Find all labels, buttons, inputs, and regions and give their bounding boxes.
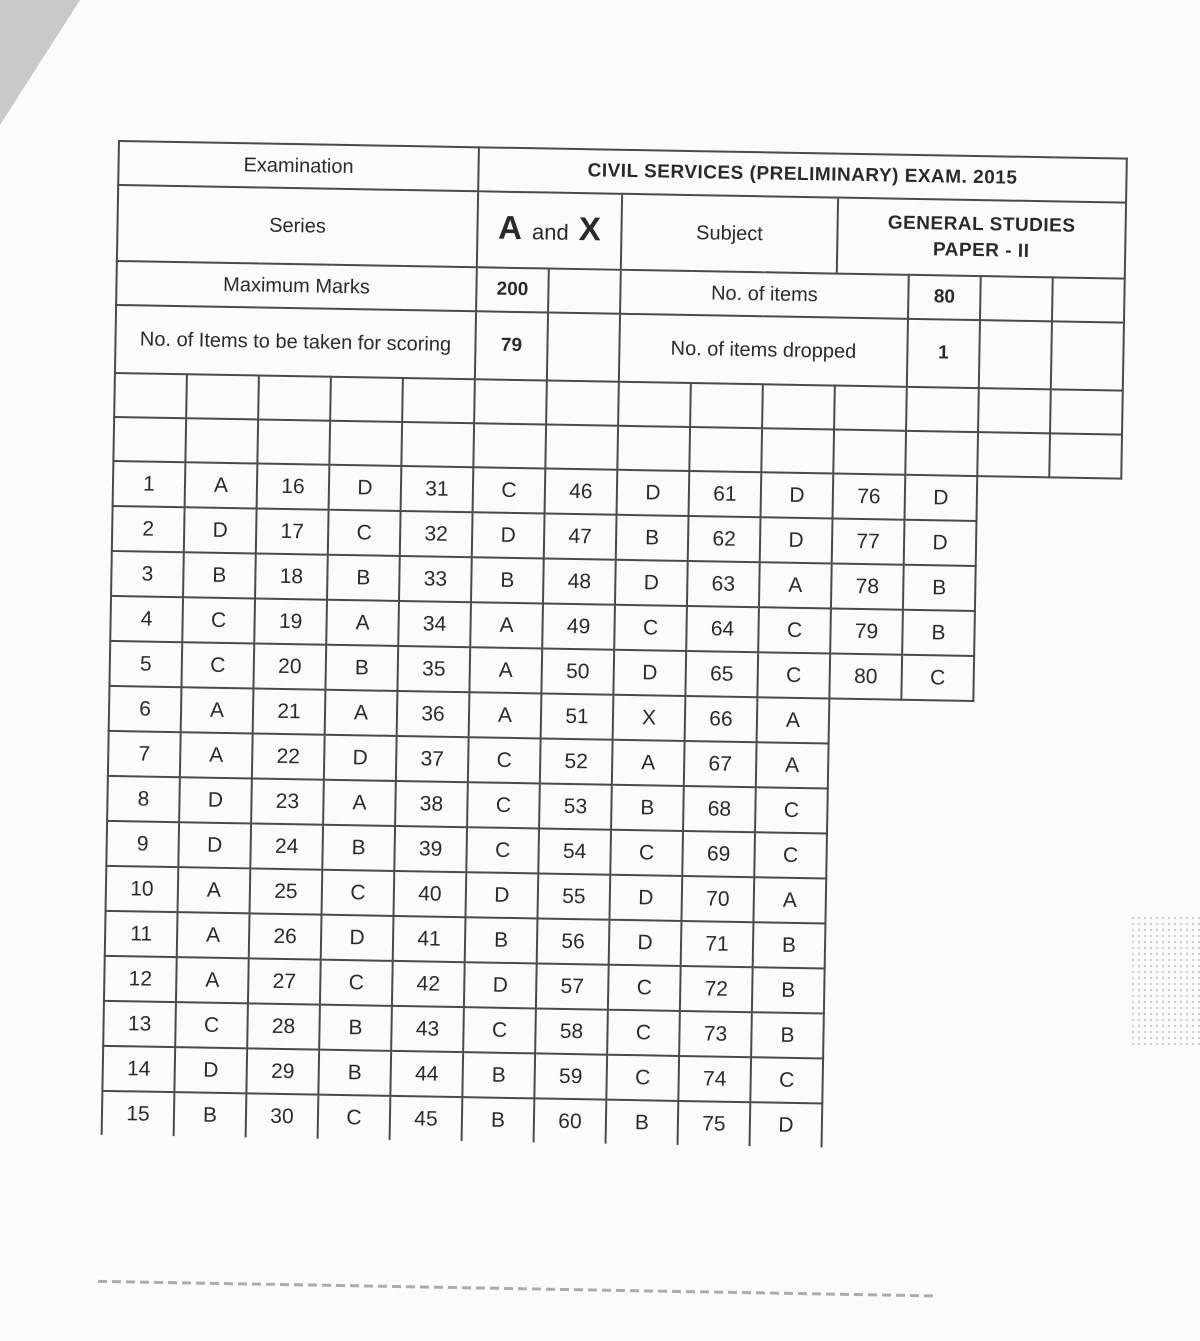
question-number: 78 bbox=[831, 564, 904, 610]
answer-value: C bbox=[322, 870, 395, 916]
question-number: 27 bbox=[248, 958, 321, 1004]
empty-area bbox=[969, 881, 1042, 927]
answer-value: A bbox=[181, 687, 254, 733]
answer-value: B bbox=[752, 967, 825, 1013]
question-number: 44 bbox=[390, 1051, 463, 1097]
question-number: 9 bbox=[106, 821, 179, 867]
question-number: 71 bbox=[681, 921, 754, 967]
answer-value: D bbox=[178, 822, 251, 868]
series-value bbox=[477, 191, 622, 270]
scan-noise bbox=[1130, 915, 1200, 1045]
empty-area bbox=[974, 611, 1047, 657]
answer-value: B bbox=[751, 1012, 824, 1058]
question-number: 7 bbox=[108, 731, 181, 777]
answer-value: C bbox=[182, 597, 255, 643]
answer-value: A bbox=[757, 697, 830, 743]
answer-key-table bbox=[101, 140, 1128, 1152]
empty-area bbox=[825, 923, 898, 969]
scan-corner-shadow bbox=[0, 0, 80, 125]
question-number: 66 bbox=[685, 696, 758, 742]
question-number: 16 bbox=[257, 463, 330, 509]
answer-value: C bbox=[328, 510, 401, 556]
answer-value: B bbox=[903, 565, 976, 611]
answer-value: B bbox=[753, 922, 826, 968]
answer-value: D bbox=[329, 465, 402, 511]
empty-area bbox=[824, 968, 897, 1014]
question-number: 55 bbox=[537, 873, 610, 919]
empty-area bbox=[899, 790, 972, 836]
answer-value: D bbox=[464, 962, 537, 1008]
question-number: 34 bbox=[398, 601, 471, 647]
answer-value: C bbox=[750, 1057, 823, 1103]
answer-value: A bbox=[470, 602, 543, 648]
answer-value: D bbox=[465, 872, 538, 918]
question-number: 28 bbox=[247, 1003, 320, 1049]
answer-value: D bbox=[184, 507, 257, 553]
question-number: 38 bbox=[395, 781, 468, 827]
answer-value: C bbox=[468, 737, 541, 783]
answer-value: C bbox=[757, 652, 830, 698]
empty-area bbox=[822, 1058, 895, 1104]
question-number: 76 bbox=[833, 474, 906, 520]
question-number: 30 bbox=[246, 1093, 319, 1138]
empty-area bbox=[822, 1103, 895, 1148]
answer-value: D bbox=[750, 1102, 823, 1147]
question-number: 13 bbox=[103, 1001, 176, 1047]
question-number: 74 bbox=[678, 1056, 751, 1102]
empty-cell bbox=[547, 313, 620, 382]
question-number: 70 bbox=[681, 876, 754, 922]
question-number: 5 bbox=[109, 641, 182, 687]
question-number: 1 bbox=[113, 461, 186, 507]
answer-value: C bbox=[466, 827, 539, 873]
empty-area bbox=[970, 836, 1043, 882]
answer-value: C bbox=[606, 1055, 679, 1101]
question-number: 67 bbox=[684, 741, 757, 787]
answer-value: D bbox=[617, 470, 690, 516]
question-number: 22 bbox=[252, 733, 325, 779]
question-number: 39 bbox=[394, 826, 467, 872]
empty-area bbox=[900, 745, 973, 791]
question-number: 51 bbox=[541, 693, 614, 739]
answer-value: C bbox=[463, 1007, 536, 1053]
empty-area bbox=[825, 878, 898, 924]
empty-area bbox=[973, 656, 1046, 702]
answer-value: A bbox=[469, 647, 542, 693]
question-number: 65 bbox=[685, 651, 758, 697]
empty-area bbox=[967, 1016, 1040, 1062]
dropped-value: 1 bbox=[907, 319, 980, 388]
question-number: 49 bbox=[542, 603, 615, 649]
subject-line-1: GENERAL STUDIES bbox=[887, 212, 1076, 237]
question-number: 50 bbox=[541, 648, 614, 694]
answer-value: B bbox=[319, 1005, 392, 1051]
answer-value: D bbox=[324, 735, 397, 781]
question-number: 45 bbox=[390, 1096, 463, 1141]
answer-value: C bbox=[467, 782, 540, 828]
question-number: 24 bbox=[250, 823, 323, 869]
scoring-value: 79 bbox=[475, 311, 548, 380]
question-number: 47 bbox=[544, 514, 617, 560]
answer-value: B bbox=[611, 785, 684, 831]
answer-value: C bbox=[607, 1010, 680, 1056]
question-number: 61 bbox=[689, 471, 762, 517]
empty-area bbox=[898, 835, 971, 881]
answer-key-sheet bbox=[101, 140, 1128, 1152]
question-number: 20 bbox=[253, 643, 326, 689]
empty-area bbox=[829, 699, 902, 745]
question-number: 8 bbox=[107, 776, 180, 822]
question-number: 59 bbox=[534, 1053, 607, 1099]
scan-artifact-line bbox=[98, 1280, 938, 1298]
answer-grid bbox=[102, 461, 1122, 1152]
subject-value bbox=[837, 198, 1126, 279]
empty-area bbox=[896, 970, 969, 1016]
answer-value: A bbox=[176, 957, 249, 1003]
answer-value: B bbox=[462, 1097, 535, 1142]
question-number: 48 bbox=[543, 558, 616, 604]
max-marks-value: 200 bbox=[476, 267, 549, 312]
question-number: 68 bbox=[683, 786, 756, 832]
answer-value: B bbox=[471, 557, 544, 603]
answer-value: B bbox=[174, 1092, 247, 1137]
question-number: 40 bbox=[394, 871, 467, 917]
empty-area bbox=[973, 701, 1046, 747]
items-value: 80 bbox=[908, 275, 981, 320]
answer-value: B bbox=[325, 645, 398, 691]
question-number: 15 bbox=[102, 1091, 175, 1136]
examination-label: Examination bbox=[118, 141, 479, 191]
question-number: 25 bbox=[250, 868, 323, 914]
question-number: 43 bbox=[391, 1006, 464, 1052]
question-number: 29 bbox=[246, 1048, 319, 1094]
scoring-label: No. of Items to be taken for scoring bbox=[115, 305, 476, 379]
dropped-label: No. of items dropped bbox=[619, 314, 908, 387]
answer-value: D bbox=[179, 777, 252, 823]
question-number: 10 bbox=[106, 866, 179, 912]
question-number: 19 bbox=[254, 598, 327, 644]
question-number: 46 bbox=[545, 469, 618, 515]
question-number: 37 bbox=[396, 736, 469, 782]
answer-value: D bbox=[904, 520, 977, 566]
empty-area bbox=[971, 791, 1044, 837]
series-a: A bbox=[497, 208, 523, 246]
answer-value: C bbox=[318, 1095, 391, 1140]
series-label: Series bbox=[117, 185, 478, 267]
question-number: 31 bbox=[401, 466, 474, 512]
question-number: 63 bbox=[687, 561, 760, 607]
empty-area bbox=[975, 566, 1048, 612]
question-number: 17 bbox=[256, 508, 329, 554]
answer-value: B bbox=[318, 1050, 391, 1096]
answer-value: C bbox=[614, 605, 687, 651]
empty-area bbox=[976, 521, 1049, 567]
answer-value: D bbox=[761, 472, 834, 518]
max-marks-label: Maximum Marks bbox=[116, 261, 477, 311]
answer-value: B bbox=[465, 917, 538, 963]
answer-value: B bbox=[327, 555, 400, 601]
question-number: 75 bbox=[678, 1101, 751, 1146]
answer-value: B bbox=[902, 610, 975, 656]
empty-area bbox=[901, 700, 974, 746]
empty-cell bbox=[548, 269, 621, 314]
empty-area bbox=[826, 833, 899, 879]
empty-area bbox=[897, 925, 970, 971]
question-number: 4 bbox=[110, 596, 183, 642]
answer-value: C bbox=[755, 787, 828, 833]
empty-area bbox=[828, 743, 901, 789]
series-and: and bbox=[531, 218, 569, 245]
answer-value: B bbox=[183, 552, 256, 598]
question-number: 32 bbox=[400, 511, 473, 557]
empty-area bbox=[823, 1013, 896, 1059]
question-number: 69 bbox=[682, 831, 755, 877]
question-number: 23 bbox=[251, 778, 324, 824]
answer-value: X bbox=[613, 695, 686, 741]
answer-value: D bbox=[615, 560, 688, 606]
empty-area bbox=[897, 880, 970, 926]
answer-value: A bbox=[185, 462, 258, 508]
empty-area bbox=[966, 1061, 1039, 1107]
empty-cell bbox=[1051, 321, 1124, 390]
question-number: 3 bbox=[111, 551, 184, 597]
question-number: 58 bbox=[535, 1008, 608, 1054]
question-number: 60 bbox=[534, 1098, 607, 1143]
answer-value: C bbox=[181, 642, 254, 688]
question-number: 41 bbox=[393, 916, 466, 962]
examination-value: CIVIL SERVICES (PRELIMINARY) EXAM. 2015 bbox=[478, 147, 1127, 202]
empty-area bbox=[968, 971, 1041, 1017]
items-label: No. of items bbox=[620, 270, 909, 319]
question-number: 2 bbox=[112, 506, 185, 552]
question-number: 26 bbox=[249, 913, 322, 959]
answer-value: D bbox=[174, 1047, 247, 1093]
question-number: 80 bbox=[829, 654, 902, 700]
answer-value: A bbox=[469, 692, 542, 738]
empty-area bbox=[976, 476, 1049, 522]
answer-value: B bbox=[462, 1052, 535, 1098]
answer-value: C bbox=[608, 965, 681, 1011]
answer-value: A bbox=[612, 740, 685, 786]
question-number: 52 bbox=[540, 738, 613, 784]
answer-value: B bbox=[322, 825, 395, 871]
series-x: X bbox=[578, 209, 602, 247]
answer-value: A bbox=[178, 867, 251, 913]
question-number: 56 bbox=[537, 918, 610, 964]
subject-label: Subject bbox=[621, 194, 838, 274]
answer-value: C bbox=[473, 467, 546, 513]
answer-value: A bbox=[326, 600, 399, 646]
answer-value: C bbox=[901, 655, 974, 701]
question-number: 18 bbox=[255, 553, 328, 599]
question-number: 53 bbox=[539, 783, 612, 829]
answer-value: B bbox=[616, 515, 689, 561]
answer-value: D bbox=[321, 915, 394, 961]
empty-cell bbox=[1052, 277, 1125, 322]
question-number: 79 bbox=[830, 609, 903, 655]
question-number: 77 bbox=[832, 519, 905, 565]
empty-area bbox=[972, 746, 1045, 792]
question-number: 36 bbox=[397, 691, 470, 737]
answer-value: C bbox=[320, 960, 393, 1006]
empty-area bbox=[894, 1060, 967, 1106]
answer-value: D bbox=[760, 517, 833, 563]
question-number: 33 bbox=[399, 556, 472, 602]
question-number: 72 bbox=[680, 966, 753, 1012]
answer-value: C bbox=[754, 832, 827, 878]
empty-area bbox=[827, 788, 900, 834]
question-number: 11 bbox=[105, 911, 178, 957]
answer-value: A bbox=[325, 690, 398, 736]
answer-value: C bbox=[758, 607, 831, 653]
answer-value: D bbox=[904, 475, 977, 521]
answer-value: C bbox=[610, 830, 683, 876]
subject-line-2: PAPER - II bbox=[932, 239, 1030, 262]
empty-cell bbox=[979, 320, 1052, 389]
answer-value: A bbox=[180, 732, 253, 778]
empty-area bbox=[895, 1015, 968, 1061]
empty-area bbox=[966, 1106, 1039, 1151]
answer-value: A bbox=[759, 562, 832, 608]
question-number: 62 bbox=[688, 516, 761, 562]
answer-value: D bbox=[609, 875, 682, 921]
question-number: 14 bbox=[102, 1046, 175, 1092]
answer-value: A bbox=[756, 742, 829, 788]
question-number: 57 bbox=[536, 963, 609, 1009]
question-number: 12 bbox=[104, 956, 177, 1002]
question-number: 64 bbox=[686, 606, 759, 652]
question-number: 6 bbox=[109, 686, 182, 732]
question-number: 21 bbox=[253, 688, 326, 734]
empty-area bbox=[969, 926, 1042, 972]
answer-value: D bbox=[609, 920, 682, 966]
question-number: 42 bbox=[392, 961, 465, 1007]
answer-value: D bbox=[472, 512, 545, 558]
answer-value: D bbox=[613, 650, 686, 696]
question-number: 73 bbox=[679, 1011, 752, 1057]
answer-value: A bbox=[753, 877, 826, 923]
answer-value: A bbox=[323, 780, 396, 826]
empty-area bbox=[894, 1105, 967, 1150]
answer-value: B bbox=[606, 1100, 679, 1145]
question-number: 54 bbox=[538, 828, 611, 874]
empty-cell bbox=[980, 276, 1053, 321]
answer-value: A bbox=[177, 912, 250, 958]
answer-value: C bbox=[175, 1002, 248, 1048]
question-number: 35 bbox=[397, 646, 470, 692]
